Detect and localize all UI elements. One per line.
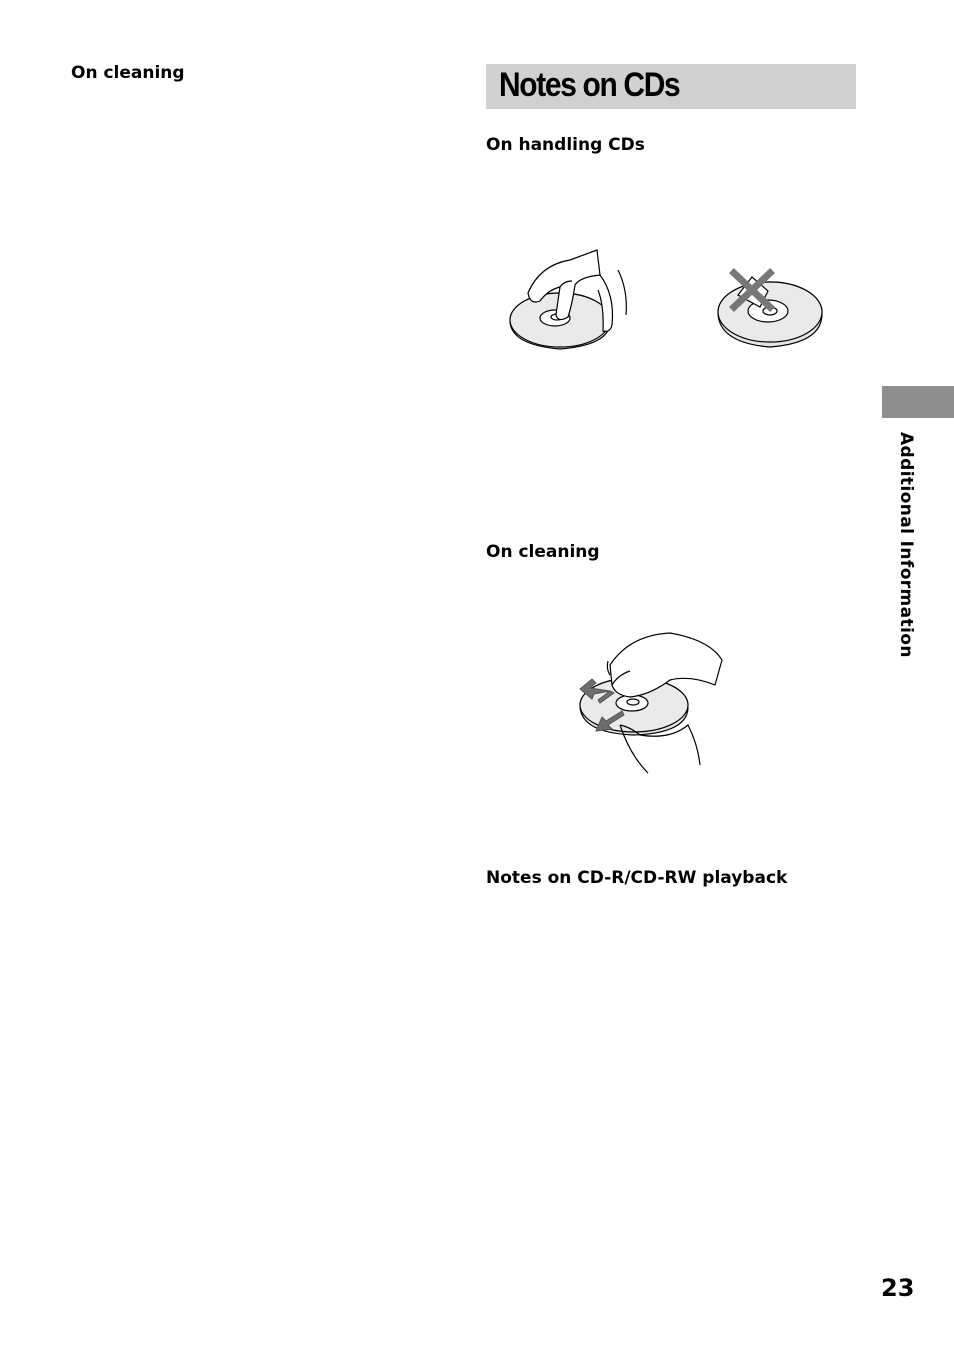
page-title: Notes on CDs bbox=[499, 66, 680, 104]
cd-cleaning-illustration bbox=[570, 625, 730, 785]
page-number: 23 bbox=[881, 1274, 915, 1302]
chapter-label: Additional Information bbox=[896, 432, 916, 658]
cd-disc-incorrect bbox=[718, 277, 822, 347]
chapter-tab bbox=[882, 386, 954, 418]
section-heading-handling: On handling CDs bbox=[486, 135, 645, 155]
left-section-heading: On cleaning bbox=[71, 63, 185, 83]
cd-handling-illustration bbox=[500, 245, 835, 360]
section-heading-cleaning: On cleaning bbox=[486, 542, 600, 562]
title-bar bbox=[486, 64, 856, 109]
section-heading-cdr: Notes on CD-R/CD-RW playback bbox=[486, 868, 788, 888]
